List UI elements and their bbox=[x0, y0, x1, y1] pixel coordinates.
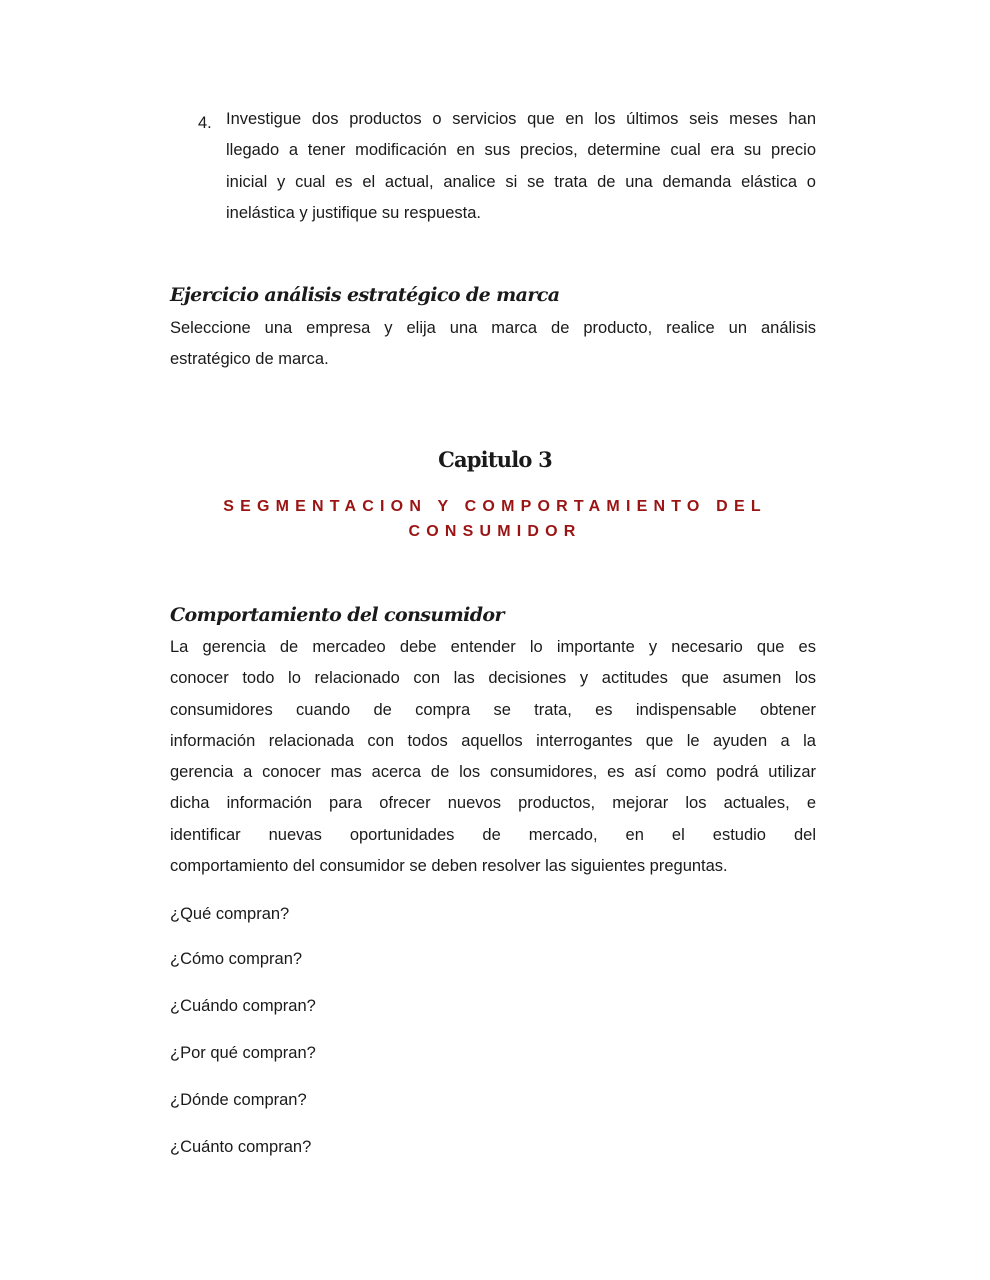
text-line: gerencia a conocer mas acerca de los consumidores, es así como podrá utilizar bbox=[170, 763, 816, 782]
question-item: ¿Dónde compran? bbox=[170, 1091, 307, 1109]
section-heading: Comportamiento del consumidor bbox=[170, 604, 504, 626]
question-item: ¿Cómo compran? bbox=[170, 950, 303, 968]
chapter-subtitle: SEGMENTACION Y COMPORTAMIENTO DEL bbox=[223, 498, 767, 515]
question-item: ¿Cuándo compran? bbox=[170, 997, 316, 1015]
section-paragraph bbox=[170, 632, 816, 882]
text-line: comportamiento del consumidor se deben resolver las siguientes preguntas. bbox=[170, 857, 728, 876]
list-number: 4. bbox=[198, 114, 212, 132]
text-line: estratégico de marca. bbox=[170, 350, 329, 369]
question-item: ¿Cuánto compran? bbox=[170, 1138, 312, 1156]
text-line: conocer todo lo relacionado con las decisiones y actitudes que asumen los bbox=[170, 669, 816, 688]
text-line: inelástica y justifique su respuesta. bbox=[226, 203, 481, 222]
text-line: Seleccione una empresa y elija una marca de producto, realice un análisis bbox=[170, 319, 816, 337]
text-line: información relacionada con todos aquellos interrogantes que le ayuden a la bbox=[170, 731, 816, 750]
chapter-subtitle: CONSUMIDOR bbox=[408, 523, 582, 540]
text-line: dicha información para ofrecer nuevos productos, mejorar los actuales, e bbox=[170, 794, 816, 813]
section-heading: Ejercicio análisis estratégico de marca bbox=[170, 284, 560, 306]
question-item: ¿Por qué compran? bbox=[170, 1044, 316, 1062]
text-line: Investigue dos productos o servicios que en los últimos seis meses han bbox=[226, 110, 816, 128]
chapter-title: Capitulo 3 bbox=[438, 447, 552, 472]
text-line: inicial y cual es el actual, analice si se trata de una demanda elástica o bbox=[226, 172, 816, 191]
text-line: La gerencia de mercadeo debe entender lo importante y necesario que es bbox=[170, 638, 816, 656]
section-paragraph bbox=[170, 313, 816, 376]
text-line: identificar nuevas oportunidades de mercado, en el estudio del bbox=[170, 825, 816, 844]
text-line: consumidores cuando de compra se trata, es indispensable obtener bbox=[170, 700, 816, 719]
text-line: llegado a tener modificación en sus precios, determine cual era su precio bbox=[226, 141, 816, 160]
list-item-text bbox=[226, 104, 816, 229]
question-item: ¿Qué compran? bbox=[170, 905, 290, 923]
